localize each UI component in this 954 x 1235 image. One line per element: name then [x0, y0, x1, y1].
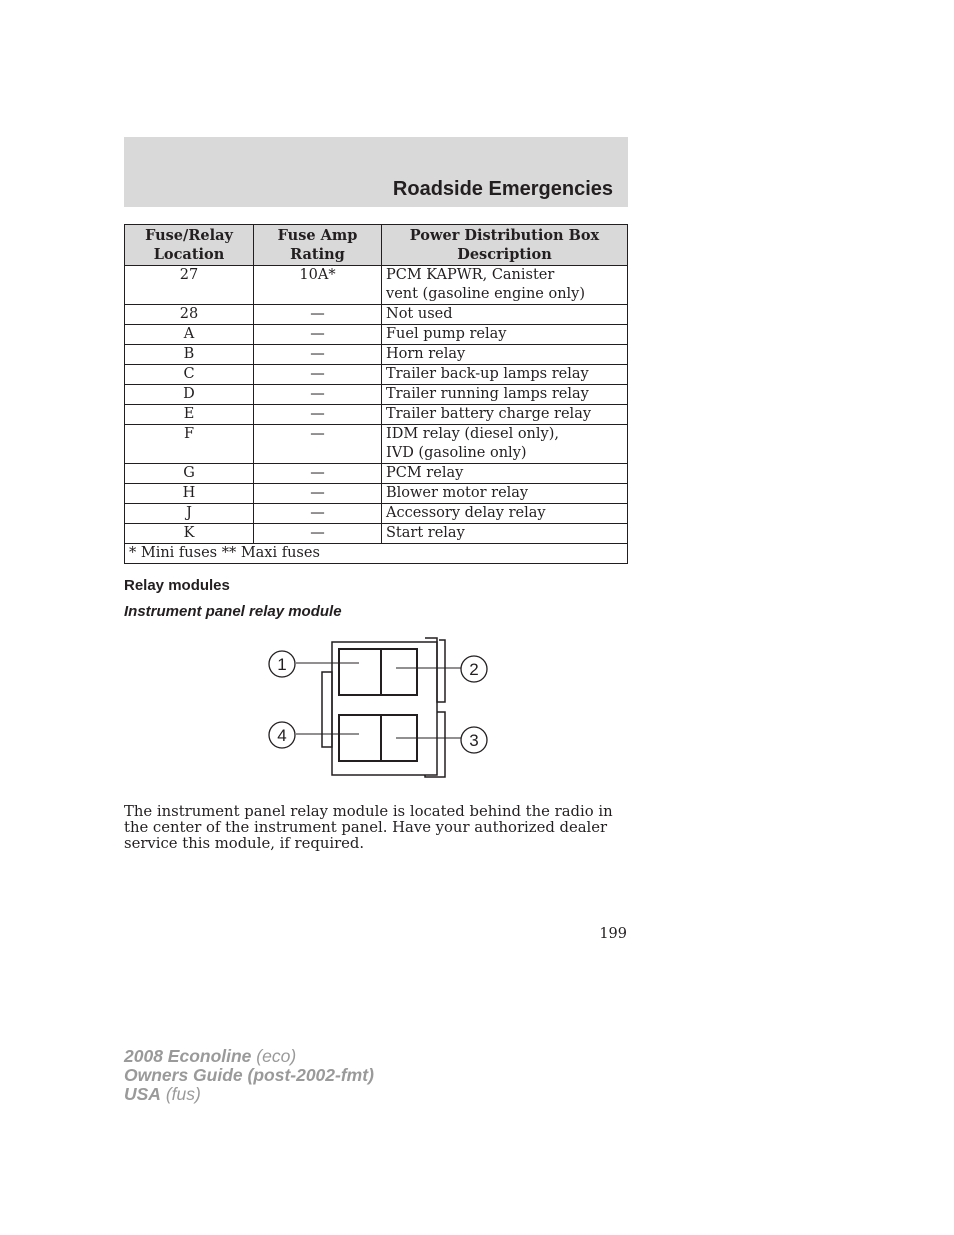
callout-label-3: 3	[469, 731, 479, 750]
table-row	[125, 345, 628, 365]
left-tab	[322, 672, 332, 747]
cell-rating: —	[254, 365, 382, 385]
cell-description: PCM relay	[382, 464, 628, 484]
cell-description: Horn relay	[382, 345, 628, 365]
header-description: Power Distribution Box Description	[382, 225, 628, 266]
relay-2	[381, 649, 417, 695]
section-title: Roadside Emergencies	[392, 178, 613, 200]
table-row	[125, 484, 628, 504]
table-row	[125, 405, 628, 425]
cell-location: H	[125, 484, 254, 504]
relay-1	[339, 649, 381, 695]
cell-rating: —	[254, 345, 382, 365]
cell-location: B	[125, 345, 254, 365]
body-paragraph: The instrument panel relay module is located behind the radio in the center of the instrument panel. Have your authorized dealer service this module, if required.	[124, 803, 613, 852]
cell-description: IDM relay (diesel only), IVD (gasoline only)	[382, 425, 628, 464]
cell-rating: —	[254, 425, 382, 464]
cell-location: 27	[125, 266, 254, 305]
right-tab-lower	[425, 712, 445, 777]
cell-rating: —	[254, 325, 382, 345]
cell-description: Trailer running lamps relay	[382, 385, 628, 405]
cell-location: J	[125, 504, 254, 524]
cell-description: Trailer back-up lamps relay	[382, 365, 628, 385]
table-row	[125, 305, 628, 325]
table-row	[125, 365, 628, 385]
cell-rating: —	[254, 464, 382, 484]
table-row	[125, 385, 628, 405]
cell-description: Not used	[382, 305, 628, 325]
cell-location: K	[125, 524, 254, 544]
table-row	[125, 524, 628, 544]
cell-description: Blower motor relay	[382, 484, 628, 504]
cell-location: 28	[125, 305, 254, 325]
header-location: Fuse/Relay Location	[125, 225, 254, 266]
cell-description: Fuel pump relay	[382, 325, 628, 345]
footer-line-2: Owners Guide (post-2002-fmt)	[124, 1065, 374, 1085]
section-header-band	[124, 137, 628, 207]
table-header-row	[125, 225, 628, 266]
relay-module-diagram	[262, 632, 494, 782]
cell-description: Accessory delay relay	[382, 504, 628, 524]
cell-rating: —	[254, 484, 382, 504]
cell-description: PCM KAPWR, Canister vent (gasoline engine only)	[382, 266, 628, 305]
right-tab-upper	[425, 638, 445, 702]
callout-label-4: 4	[277, 726, 287, 745]
fuse-relay-table	[124, 224, 628, 564]
module-housing	[332, 642, 437, 775]
cell-location: F	[125, 425, 254, 464]
table-row	[125, 425, 628, 464]
callout-label-2: 2	[469, 660, 479, 679]
cell-location: C	[125, 365, 254, 385]
footer-line-1: 2008 Econoline (eco)	[124, 1046, 297, 1066]
header-amp-rating: Fuse Amp Rating	[254, 225, 382, 266]
document-footer	[124, 1047, 374, 1104]
section-heading: Relay modules	[124, 577, 230, 594]
cell-location: D	[125, 385, 254, 405]
cell-description: Start relay	[382, 524, 628, 544]
relay-4	[339, 715, 381, 761]
cell-rating: —	[254, 305, 382, 325]
subsection-heading: Instrument panel relay module	[124, 603, 342, 620]
table-footnote: * Mini fuses ** Maxi fuses	[125, 544, 628, 564]
cell-location: E	[125, 405, 254, 425]
cell-rating: —	[254, 405, 382, 425]
table-row	[125, 266, 628, 305]
cell-rating: 10A*	[254, 266, 382, 305]
footer-line-3: USA (fus)	[124, 1084, 201, 1104]
table-row	[125, 464, 628, 484]
table-row	[125, 504, 628, 524]
cell-description: Trailer battery charge relay	[382, 405, 628, 425]
page-number: 199	[599, 926, 627, 942]
cell-rating: —	[254, 385, 382, 405]
table-row	[125, 325, 628, 345]
table-footnote-row	[125, 544, 628, 564]
cell-rating: —	[254, 504, 382, 524]
cell-location: A	[125, 325, 254, 345]
cell-location: G	[125, 464, 254, 484]
cell-rating: —	[254, 524, 382, 544]
callout-label-1: 1	[277, 655, 287, 674]
